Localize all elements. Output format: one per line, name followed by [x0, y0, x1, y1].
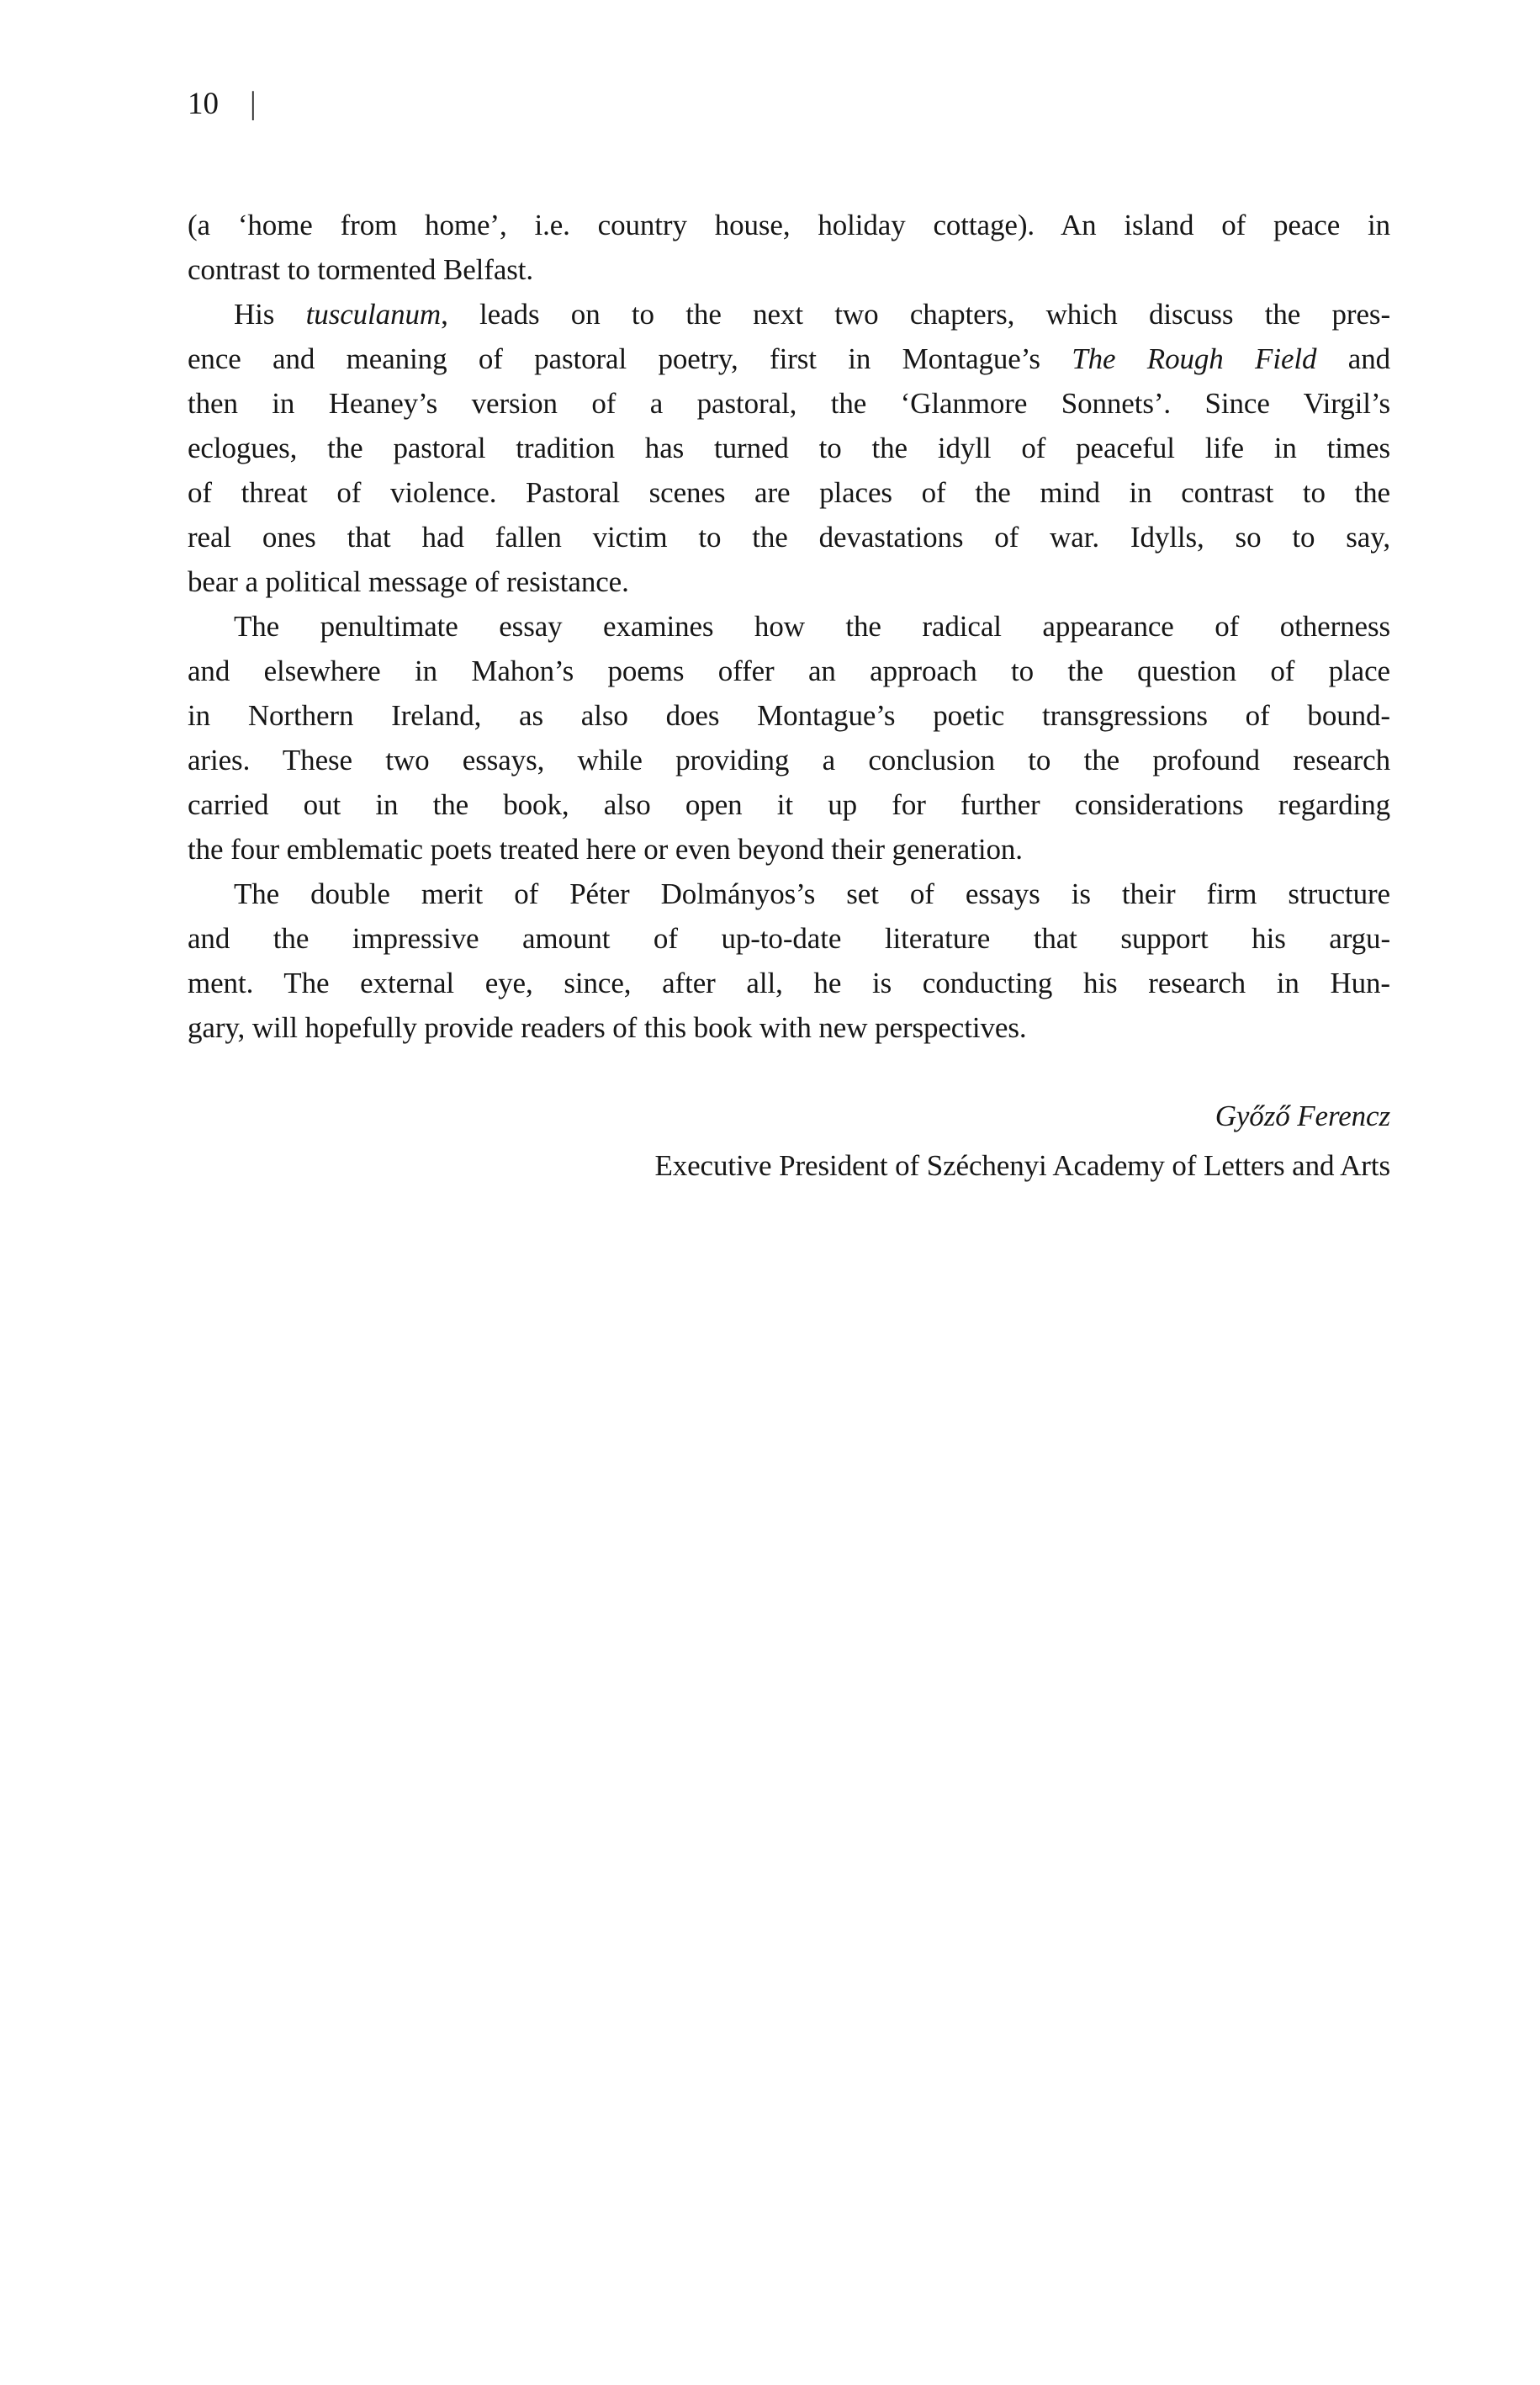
text-line [188, 203, 1390, 247]
text-segment: eclogues, the pastoral tradition has turned to the idyll of peaceful life in times [188, 432, 1390, 464]
text-line [188, 693, 1390, 738]
text-segment: and [1316, 342, 1390, 375]
text-segment: then in Heaney’s version of a pastoral, the ‘Glanmore Sonnets’. Since Virgil’s [188, 387, 1390, 420]
italic-text: The Rough Field [1072, 342, 1317, 375]
italic-text: tusculanum [305, 298, 442, 331]
text-segment: and elsewhere in Mahon’s poems offer an approach to the question of place [188, 655, 1390, 687]
page-number-divider: | [250, 86, 257, 121]
page-header [188, 85, 257, 123]
signature-block [188, 1091, 1390, 1190]
text-line [188, 337, 1390, 381]
text-line [188, 649, 1390, 693]
text-line [188, 1005, 1390, 1050]
text-line [188, 515, 1390, 559]
text-segment: in Northern Ireland, as also does Montague’s poetic transgressions of bound- [188, 699, 1390, 732]
text-segment: real ones that had fallen victim to the devastations of war. Idylls, so to say, [188, 521, 1390, 554]
text-segment: bear a political message of resistance. [188, 565, 629, 598]
text-segment: contrast to tormented Belfast. [188, 253, 534, 286]
text-line [188, 292, 1390, 337]
text-line [188, 916, 1390, 961]
text-segment: (a ‘home from home’, i.e. country house, holiday cottage). An island of peace in [188, 209, 1390, 241]
paragraph [188, 203, 1390, 292]
text-line [188, 559, 1390, 604]
text-line [188, 247, 1390, 292]
text-segment: ment. The external eye, since, after all, he is conducting his research in Hun- [188, 967, 1390, 999]
body-text [188, 203, 1390, 1190]
signature-name: Győző Ferencz [1215, 1100, 1390, 1132]
text-line [188, 872, 1390, 916]
text-line [188, 827, 1390, 872]
text-segment: His [234, 298, 306, 331]
text-segment: ence and meaning of pastoral poetry, first in Montague’s [188, 342, 1072, 375]
text-line [188, 961, 1390, 1005]
text-line [188, 381, 1390, 426]
text-segment: , leads on to the next two chapters, which discuss the pres- [441, 298, 1391, 331]
text-segment: of threat of violence. Pastoral scenes are places of the mind in contrast to the [188, 476, 1390, 509]
text-line [188, 470, 1390, 515]
paragraph [188, 872, 1390, 1050]
text-line [188, 738, 1390, 782]
text-line [188, 782, 1390, 827]
text-line [188, 426, 1390, 470]
paragraph [188, 604, 1390, 872]
page-number: 10 [188, 87, 219, 121]
text-segment: and the impressive amount of up-to-date literature that support his argu- [188, 922, 1390, 955]
text-line [188, 604, 1390, 649]
text-segment: the four emblematic poets treated here or even beyond their generation. [188, 833, 1023, 866]
paragraph [188, 292, 1390, 604]
text-segment: The double merit of Péter Dolmányos’s set of essays is their firm structure [234, 877, 1390, 910]
text-segment: aries. These two essays, while providing a conclusion to the profound research [188, 744, 1390, 776]
text-segment: carried out in the book, also open it up for further considerations regarding [188, 788, 1390, 821]
signature-title: Executive President of Széchenyi Academy of Letters and Arts [654, 1149, 1390, 1182]
text-segment: gary, will hopefully provide readers of this book with new perspectives. [188, 1011, 1027, 1044]
text-segment: The penultimate essay examines how the radical appearance of otherness [234, 610, 1390, 643]
